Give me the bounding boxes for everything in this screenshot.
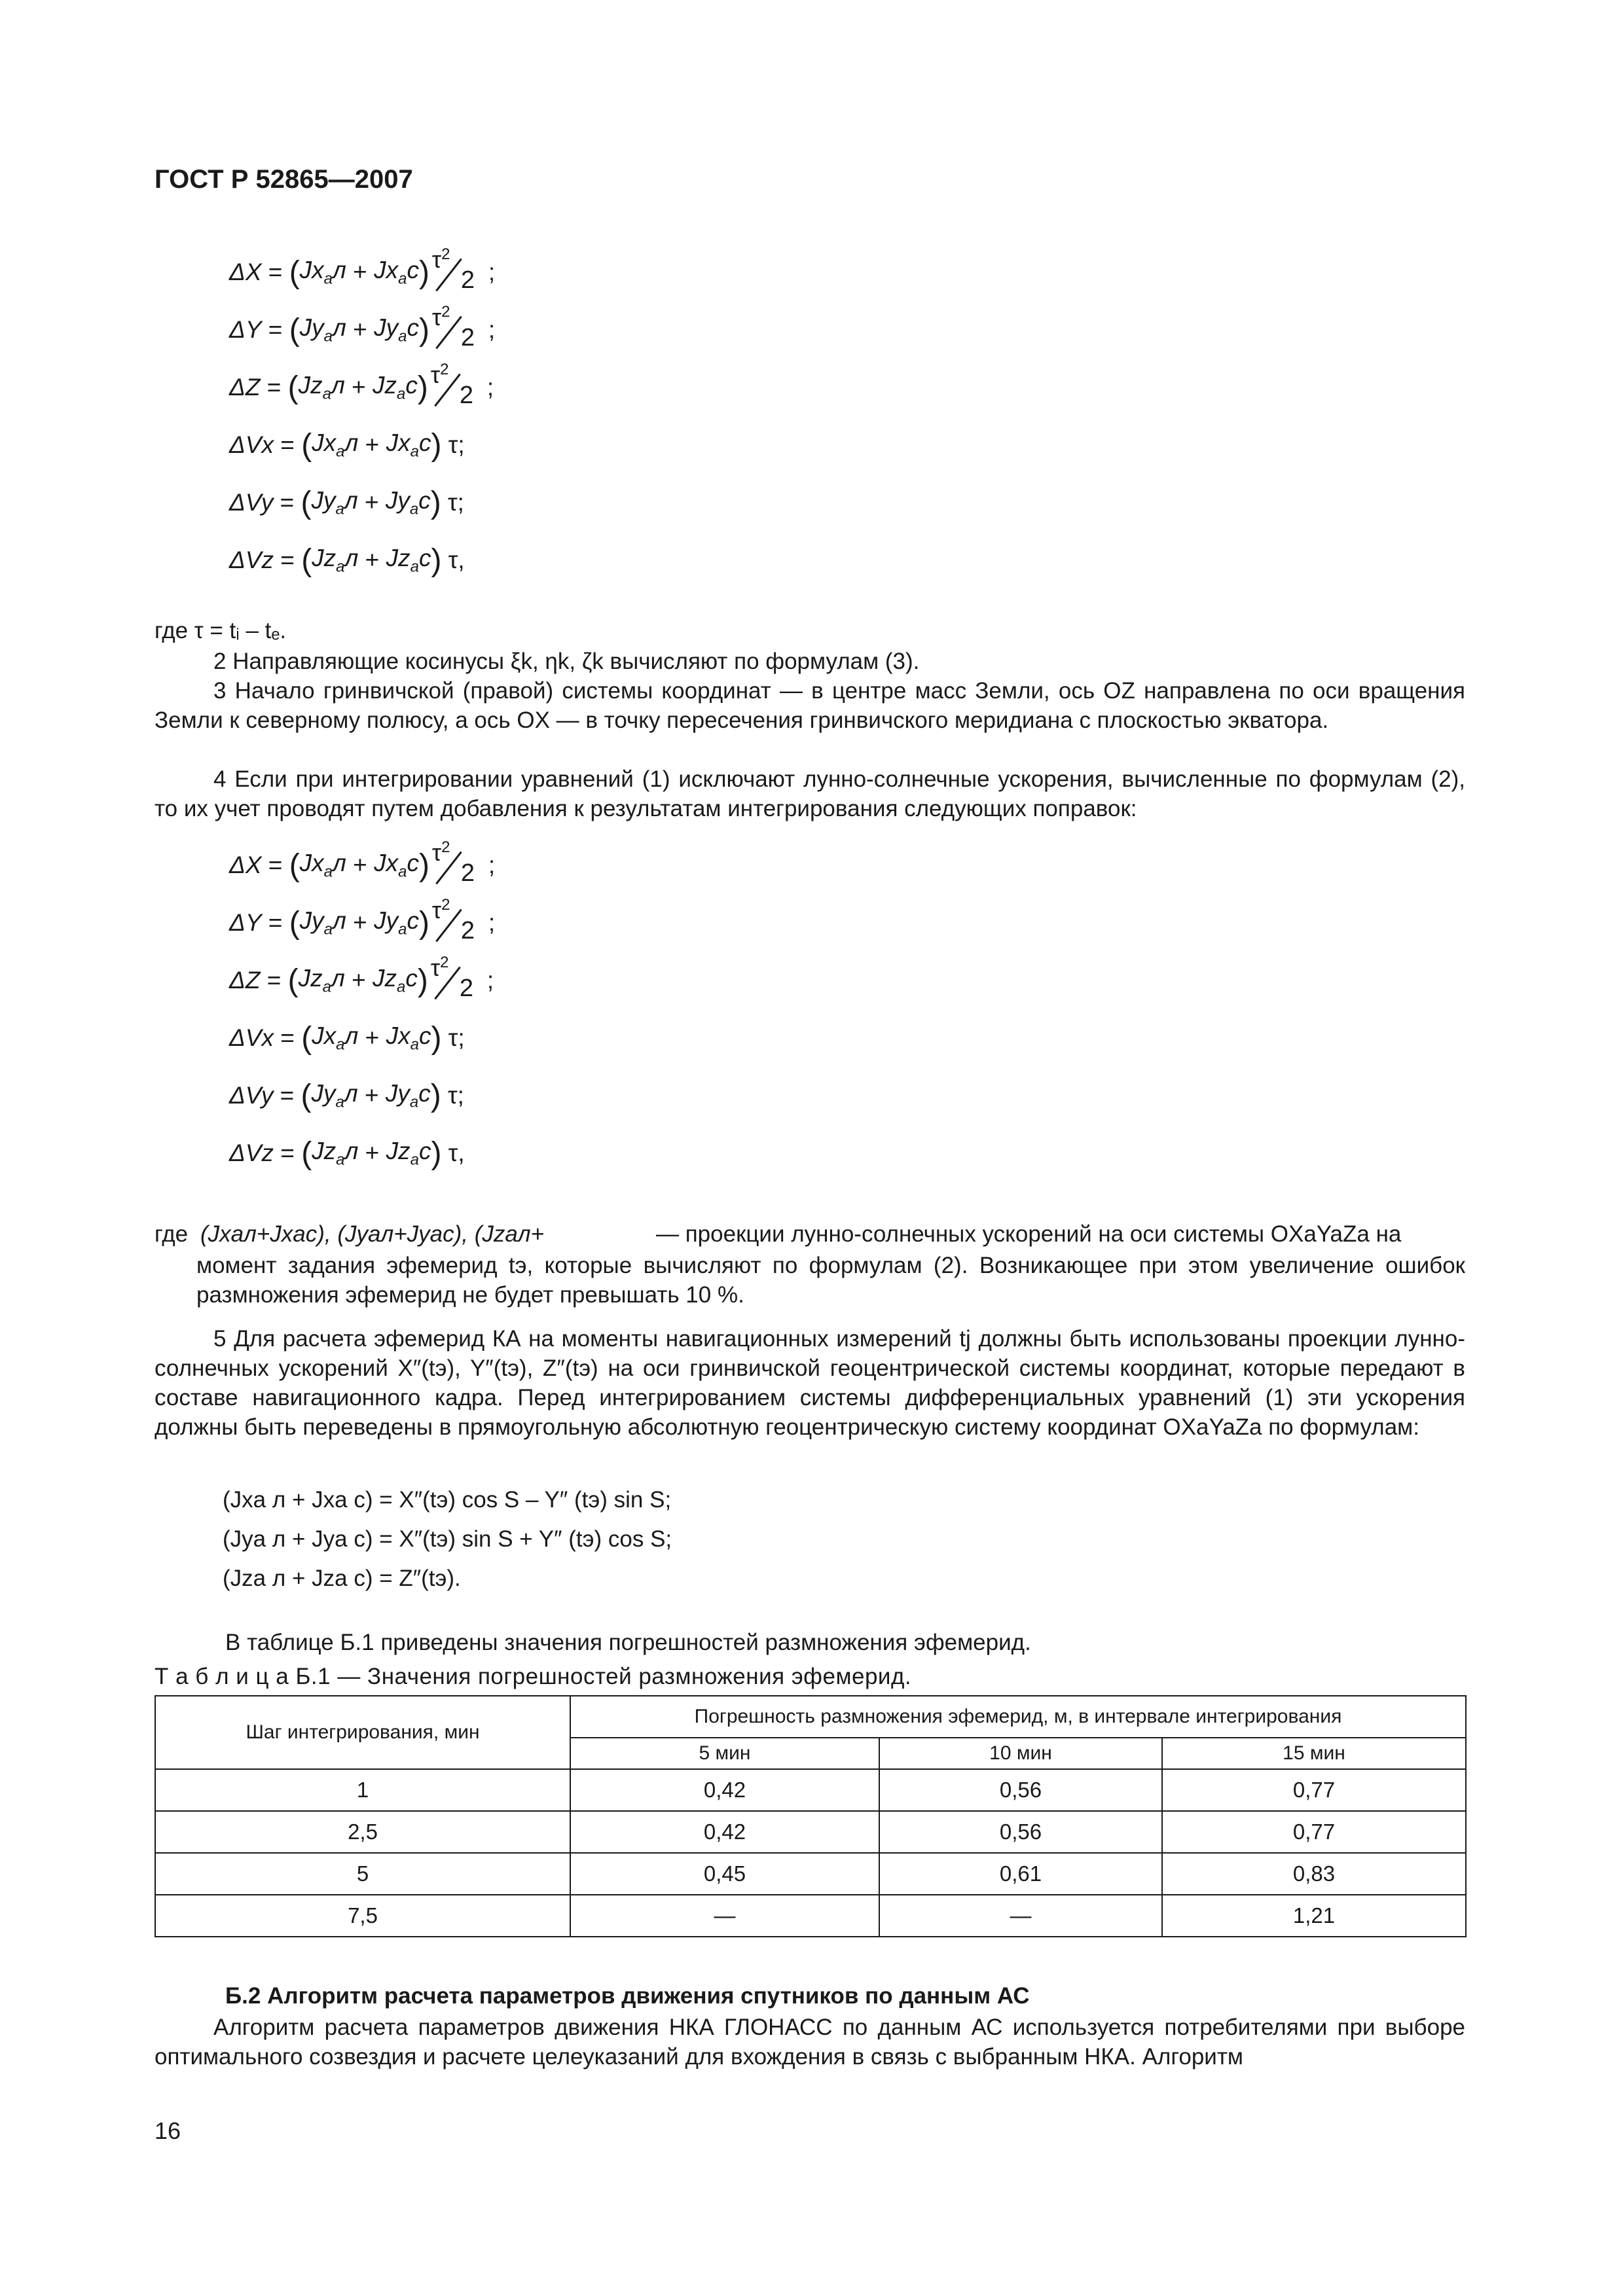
table-cell: 5: [155, 1853, 570, 1895]
table-cell: —: [879, 1895, 1162, 1937]
table-caption: Т а б л и ц а Б.1 — Значения погрешностей размножения эфемерид.: [155, 1664, 912, 1689]
note-3: 3 Начало гринвичской (правой) системы координат — в центре масс Земли, ось OZ направлена по оси вращения Земли к северному полюсу, а ось OX — в точку пересечения гринвичского меридиана с плоскостью экватора.: [155, 678, 1465, 733]
table-row: [155, 1811, 1466, 1853]
table-cell: 0,56: [879, 1769, 1162, 1811]
formula-dvy: ΔVy = ( $Jy_aл$ + $Jy_ac$ ) τ;: [229, 1078, 464, 1113]
formula-dz: ΔZ = ( $Jz_aл$ + $Jz_ac$ ) $\tau^2$ 2 ;: [229, 361, 494, 409]
ephemeris-error-table: [155, 1695, 1467, 1937]
conversion-formula-1: (Jxa л + Jxa c) = X″(tэ) cos S – Y″ (tэ) sin S;: [223, 1487, 672, 1513]
section-b2-text: Алгоритм расчета параметров движения НКА ГЛОНАСС по данным АС используется потребителями при выборе оптимального созвездия и расчете целеуказаний для вхождения в связь с выбранным НКА. Алгоритм: [155, 2015, 1465, 2070]
note-4: 4 Если при интегрировании уравнений (1) исключают лунно-солнечные ускорения, вычисленные по формулам (2), то их учет проводят путем добавления к результатам интегрирования следующих поправок:: [155, 766, 1465, 821]
formula-dvz: ΔVz = ( $Jz_aл$ + $Jz_ac$ ) τ,: [229, 1136, 465, 1171]
col-step-header: Шаг интегрирования, мин: [155, 1696, 570, 1769]
table-intro: В таблице Б.1 приведены значения погрешностей размножения эфемерид.: [225, 1630, 1031, 1655]
table-row: [155, 1895, 1466, 1937]
formula-dx: ΔX = ( $Jx_aл$ + $Jx_ac$ ) $\tau^2$ 2 ;: [229, 838, 496, 887]
table-cell: 0,42: [570, 1769, 879, 1811]
note-5: 5 Для расчета эфемерид КА на моменты навигационных измерений tj должны быть использованы проекции лунно-солнечных ускорений X″(tэ), Y″(tэ), Z″(tэ) на оси гринвичской геоцентрической системы координат, которые передают в составе навигационного кадра. Перед интегрированием системы дифференциальных уравнений (1) эти ускорения должны быть переведены в прямоугольную абсолютную геоцентрическую систему координат OXaYaZa по формулам:: [155, 1326, 1465, 1440]
where-tau: где τ = tᵢ – tₑ.: [155, 618, 287, 643]
formula-group-1: [229, 243, 495, 589]
page-number: 16: [155, 2117, 181, 2144]
table-header-row: [155, 1696, 1466, 1738]
table-cell: 2,5: [155, 1811, 570, 1853]
conversion-formula-2: (Jya л + Jya c) = X″(tэ) sin S + Y″ (tэ) cos S;: [223, 1526, 672, 1552]
formula-dvx: ΔVx = ( $Jx_aл$ + $Jx_ac$ ) τ;: [229, 427, 465, 463]
projections-text: — проекции лунно-солнечных ускорений на оси системы OXaYaZa на: [656, 1221, 1402, 1247]
table-cell: 1: [155, 1769, 570, 1811]
where-prefix: где: [155, 1221, 189, 1247]
document-header: ГОСТ Р 52865—2007: [155, 165, 413, 194]
projections-continuation: момент задания эфемерид tэ, которые вычисляют по формулам (2). Возникающее при этом увеличение ошибок размножения эфемерид не будет превышать 10 %.: [196, 1253, 1465, 1308]
formula-dz: ΔZ = ( $Jz_aл$ + $Jz_ac$ ) $\tau^2$ 2 ;: [229, 954, 494, 1002]
table-cell: 0,77: [1162, 1811, 1466, 1853]
formula-dy: ΔY = ( $Jy_aл$ + $Jy_ac$ ) $\tau^2$ 2 ;: [229, 896, 496, 944]
table-row: [155, 1853, 1466, 1895]
table-row: [155, 1769, 1466, 1811]
table-cell: 1,21: [1162, 1895, 1466, 1937]
formula-dx: ΔX = ( $Jx_aл$ + $Jx_ac$ ) $\tau^2$ 2 ;: [229, 245, 496, 294]
table-cell: 7,5: [155, 1895, 570, 1937]
projections-formula: (Jxaл+Jxac), (Jyaл+Jyac), (Jzaл+: [200, 1221, 545, 1247]
formula-group-2: [229, 836, 495, 1182]
formula-dvx: ΔVx = ( $Jx_aл$ + $Jx_ac$ ) τ;: [229, 1020, 465, 1056]
where-projections-line: [155, 1221, 1467, 1247]
table-cell: 0,56: [879, 1811, 1162, 1853]
table-cell: 0,45: [570, 1853, 879, 1895]
col-10min: 10 мин: [879, 1738, 1162, 1769]
table-cell: 0,42: [570, 1811, 879, 1853]
conversion-formula-3: (Jza л + Jza c) = Z″(tэ).: [223, 1566, 461, 1591]
col-5min: 5 мин: [570, 1738, 879, 1769]
formula-dy: ΔY = ( $Jy_aл$ + $Jy_ac$ ) $\tau^2$ 2 ;: [229, 303, 496, 351]
col-15min: 15 мин: [1162, 1738, 1466, 1769]
table-cell: —: [570, 1895, 879, 1937]
note-2: 2 Направляющие косинусы ξk, ηk, ζk вычисляют по формулам (3).: [213, 649, 920, 674]
col-group-header: Погрешность размножения эфемерид, м, в интервале интегрирования: [570, 1696, 1466, 1738]
table-cell: 0,77: [1162, 1769, 1466, 1811]
table-cell: 0,83: [1162, 1853, 1466, 1895]
section-b2-title: Б.2 Алгоритм расчета параметров движения спутников по данным АС: [225, 1983, 1030, 2009]
table-cell: 0,61: [879, 1853, 1162, 1895]
formula-dvy: ΔVy = ( $Jy_aл$ + $Jy_ac$ ) τ;: [229, 485, 464, 520]
formula-dvz: ΔVz = ( $Jz_aл$ + $Jz_ac$ ) τ,: [229, 543, 465, 578]
